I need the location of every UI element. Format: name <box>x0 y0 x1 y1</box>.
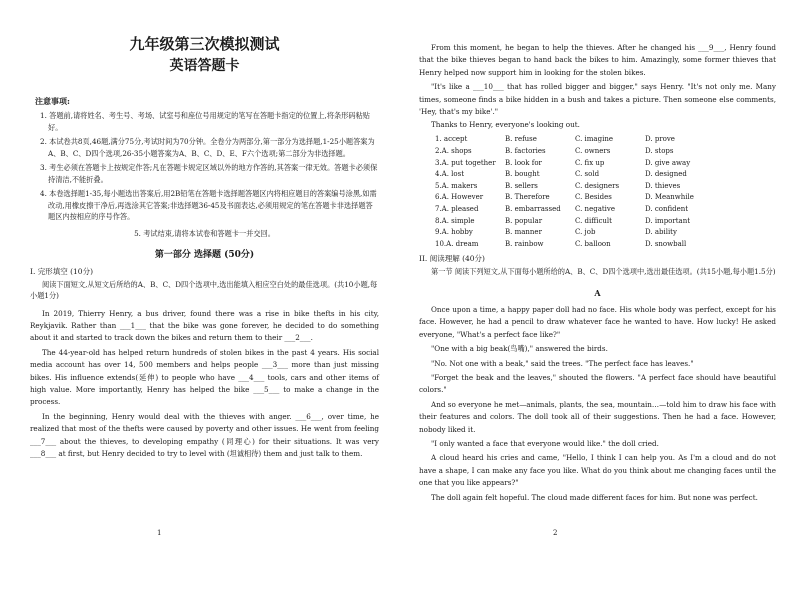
option: 9.A. hobby <box>435 228 473 237</box>
section-title: II. 阅读理解 (40分) <box>419 254 485 264</box>
option: D. designed <box>645 170 687 179</box>
note-item: 2. 本试卷共8页,46题,满分75分,考试时间为70分钟。全卷分为两部分,第一部分为选择题,1-25小题答案为A、B、C、D四个选项,26-35小题答案为A、B、C、D、E、F六个选项;第二部分为非选择题。 <box>40 137 375 158</box>
passage-label: A <box>594 287 601 298</box>
option: B. bought <box>505 170 540 179</box>
option: D. give away <box>645 158 691 167</box>
option: C. job <box>575 228 596 237</box>
option: B. factories <box>505 147 546 156</box>
option: D. stops <box>645 147 674 156</box>
passage-paragraph: "I only wanted a face that everyone would like." the doll cried. <box>431 438 659 448</box>
option: 3.A. put together <box>435 158 496 167</box>
page-number: 1 <box>157 529 162 537</box>
passage-paragraph: From this moment, he began to help the thieves. After he changed his ___9___, Henry found that the bike thieves began to hand back the bikes to him. Amazingly, some former thieves that Henry helped now support him in looking for the stolen bikes. <box>419 43 776 77</box>
passage-paragraph: "Forget the beak and the leaves," shouted the flowers. "A perfect face should have beautiful colors." <box>419 372 776 395</box>
thanks-line: Thanks to Henry, everyone's looking out. <box>431 120 580 130</box>
option: B. look for <box>505 158 542 167</box>
option: B. popular <box>505 216 543 225</box>
passage-paragraph: "No. Not one with a beak," said the trees. "The perfect face has leaves." <box>431 358 694 368</box>
note-item: 5. 考试结束,请将本试卷和答题卡一并交回。 <box>134 228 275 238</box>
passage-paragraph: A cloud heard his cries and came, "Hello, I think I can help you. As I'm a cloud and do not have a shape, I can make any face you like. What do you think about me changing faces until the one that you like appears?" <box>419 453 776 488</box>
section-instructions: 阅读下面短文,从短文后所给的A、B、C、D四个选项中,选出能填入相应空白处的最佳选项。(共10小题,每小题1分) <box>30 279 378 300</box>
option: D. thieves <box>645 181 681 190</box>
option: 7.A. pleased <box>435 205 479 213</box>
option: C. Besides <box>575 193 612 202</box>
option: 6.A. However <box>435 193 484 202</box>
option: 10.A. dream <box>435 239 479 248</box>
option: D. ability <box>645 228 677 237</box>
section-title: I. 完形填空 (10分) <box>30 266 94 276</box>
page-number: 2 <box>553 529 558 537</box>
option: C. sold <box>575 170 600 179</box>
notes-heading: 注意事项: <box>35 96 70 106</box>
note-item: 3. 考生必须在答题卡上按规定作答;凡在答题卡规定区域以外的地方作答的,其答案一律无效。答题卡必须保持清洁,不能折叠。 <box>40 163 378 184</box>
option: B. rainbow <box>505 239 544 248</box>
option: B. sellers <box>505 181 538 190</box>
option: B. manner <box>505 228 542 237</box>
option: C. difficult <box>575 216 612 225</box>
options-grid <box>435 134 776 249</box>
option: D. Meanwhile <box>645 193 694 202</box>
passage-paragraph: In 2019, Thierry Henry, a bus driver, found there was a rise in bike thefts in his city, Reykjavik. Rather than ___1___ that the bike was gone forever, he decided to do something about it and started to track down the bikes and return them to their ___2___. <box>30 308 379 343</box>
section-instructions: 第一节 阅读下列短文,从下面每小题所给的A、B、C、D四个选项中,选出最佳选项。(共15小题,每小题1.5分) <box>431 267 776 277</box>
option: C. negative <box>575 205 616 213</box>
option: 1. accept <box>435 135 468 144</box>
option: B. refuse <box>505 135 537 144</box>
option: 2.A. shops <box>435 147 472 156</box>
option: B. embarrassed <box>505 205 561 213</box>
exam-subtitle: 英语答题卡 <box>169 58 240 74</box>
passage-paragraph: Once upon a time, a happy paper doll had no face. His whole body was perfect, except for his face. However, he had a pencil to draw whatever face he wanted to have. How lucky! He asked everyone, "What's a perfect face like?" <box>419 304 776 339</box>
option: C. balloon <box>575 239 611 248</box>
option: 8.A. simple <box>435 216 475 225</box>
option: C. imagine <box>575 135 613 144</box>
passage-paragraph: The 44-year-old has helped return hundreds of stolen bikes in the past 4 years. His social media account has over 14, 500 members and helps people ___3___ more than just missing bikes. His influence extends(延伸) to people who have ___4___ tools, cars and other items of high value. More importantly, Henry has helped the bike ___5___ to make a change in the process. <box>30 347 379 407</box>
option: C. fix up <box>575 158 605 167</box>
option: 5.A. makers <box>435 181 478 190</box>
passage-paragraph: "It's like a ___10___ that has rolled bigger and bigger," says Henry. "It's not only me. Many times, someone finds a bike hidden in a bush and takes a picture. Then someone else comments, 'Hey, that's my bike'." <box>419 82 776 117</box>
passage-paragraph: And so everyone he met—animals, plants, the sea, mountain…—told him to draw his face with their features and colors. The doll took all of their suggestions. Then he had a face. However, nobody liked it. <box>419 399 776 434</box>
option: D. important <box>645 216 691 225</box>
option: D. prove <box>645 135 675 144</box>
option: D. snowball <box>645 239 687 248</box>
option: B. Therefore <box>505 193 550 202</box>
option: C. owners <box>575 147 611 156</box>
exam-title: 九年级第三次模拟测试 <box>129 35 280 53</box>
passage-paragraph: The doll again felt hopeful. The cloud made different faces for him. But none was perfect. <box>431 492 758 502</box>
option: D. confident <box>645 205 689 213</box>
option: 4.A. lost <box>435 170 465 179</box>
note-item: 4. 本卷选择题1-35,每小题选出答案后,用2B铅笔在答题卡选择题答题区内将相应题目的答案编号涂黑,如需改动,用橡皮擦干净后,再选涂其它答案;非选择题36-45及书面表达,必须用规定的笔在答题卡非选择题答题区内按相应的序号作答。 <box>40 189 377 221</box>
note-item: 1. 答题前,请将姓名、考生号、考场、试室号和座位号用规定的笔写在答题卡指定的位置上,将条形码粘贴好。 <box>40 111 370 132</box>
passage-paragraph: In the beginning, Henry would deal with the thieves with anger. ___6___, over time, he realized that most of the thefts were caused by poverty and other issues. He went from feeling ___7___ about the thieves, to developing empathy (同理心) for their situations. It was very ___8___ at first, but Henry decided to try to level with (坦诚相待) them and just talk to them. <box>30 411 379 458</box>
option: C. designers <box>575 181 620 190</box>
part-title: 第一部分 选择题 (50分) <box>154 249 255 260</box>
right-page <box>397 0 794 599</box>
passage-paragraph: "One with a big beak(鸟嘴)," answered the birds. <box>431 344 608 354</box>
